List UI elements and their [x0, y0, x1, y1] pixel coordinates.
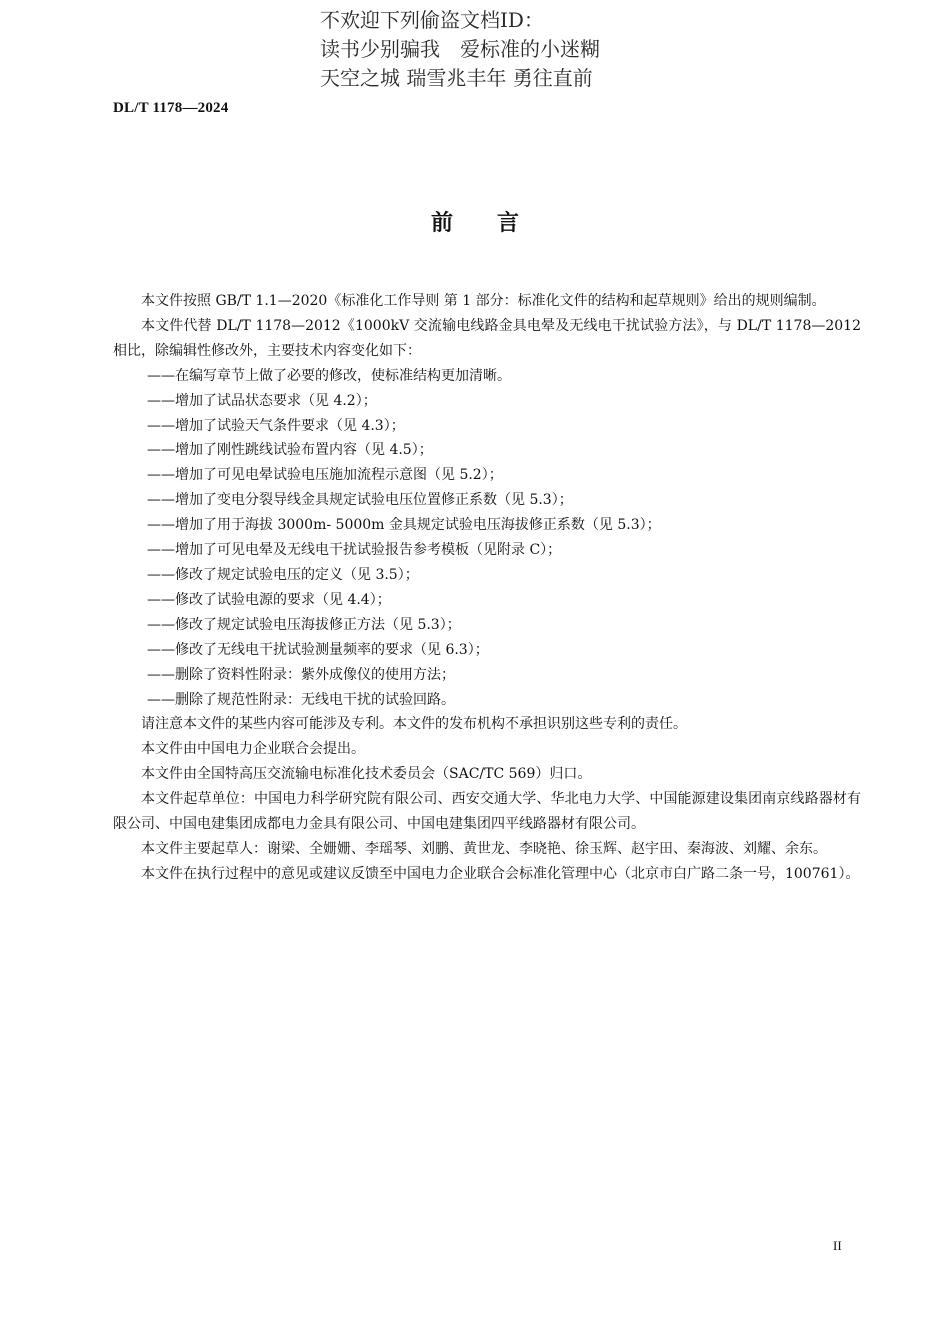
change-list-item: ——修改了规定试验电压海拔修正方法（见 5.3）； [147, 616, 461, 633]
paragraph-basis: 本文件按照 GB/T 1.1—2020《标准化工作导则 第 1 部分：标准化文件的结构和起草规则》给出的规则编制。 [141, 293, 826, 309]
change-list-item: ——修改了规定试验电压的定义（见 3.5）； [147, 566, 419, 583]
page-number: II [833, 1238, 842, 1253]
title-char-1: 前 [430, 211, 453, 236]
paragraph-drafting-units: 本文件起草单位：中国电力科学研究院有限公司、西安交通大学、华北电力大学、中国能源建设集团南京线路器材有限公司、中国电建集团成都电力金具有限公司、中国电建集团四平线路器材有限公司。 [113, 791, 861, 833]
document-code: DL/T 1178—2024 [113, 100, 229, 116]
paragraph-drafters: 本文件主要起草人：谢梁、全姗姗、李瑶琴、刘鹏、黄世龙、李晓艳、徐玉辉、赵宇田、秦海波、刘耀、余东。 [141, 840, 827, 857]
paragraph-administered-by: 本文件由全国特高压交流输电标准化技术委员会（SAC/TC 569）归口。 [141, 766, 592, 783]
change-list-item: ——增加了刚性跳线试验布置内容（见 4.5）； [147, 442, 433, 459]
paragraph-feedback: 本文件在执行过程中的意见或建议反馈至中国电力企业联合会标准化管理中心（北京市白广路二条一号，100761）。 [141, 865, 860, 882]
change-list-item: ——删除了资料性附录：紫外成像仪的使用方法； [147, 666, 455, 683]
watermark-line-2: 读书少别骗我 爱标准的小迷糊 [320, 37, 600, 61]
change-list-item: ——修改了无线电干扰试验测量频率的要求（见 6.3）； [147, 641, 489, 658]
paragraph-patent-notice: 请注意本文件的某些内容可能涉及专利。本文件的发布机构不承担识别这些专利的责任。 [141, 716, 687, 733]
watermark-line-1: 不欢迎下列偷盗文档ID： [320, 8, 544, 32]
change-list-item: ——删除了规范性附录：无线电干扰的试验回路。 [147, 691, 455, 708]
watermark-text [320, 6, 600, 93]
change-list-item: ——增加了可见电晕及无线电干扰试验报告参考模板（见附录 C）； [147, 542, 562, 559]
change-list-item: ——修改了试验电源的要求（见 4.4）； [147, 591, 391, 608]
change-list-item: ——在编写章节上做了必要的修改，使标准结构更加清晰。 [147, 367, 511, 384]
page-title [0, 206, 950, 237]
foreword-body [113, 289, 861, 887]
change-list-item: ——增加了用于海拔 3000m- 5000m 金具规定试验电压海拔修正系数（见 5.3）； [147, 517, 661, 534]
change-list-item: ——增加了可见电晕试验电压施加流程示意图（见 5.2）； [147, 467, 503, 484]
change-list-item: ——增加了变电分裂导线金具规定试验电压位置修正系数（见 5.3）； [147, 492, 573, 509]
paragraph-replaces: 本文件代替 DL/T 1178—2012《1000kV 交流输电线路金具电晕及无线电干扰试验方法》，与 DL/T 1178—2012 相比，除编辑性修改外，主要技术内容变化如下： [113, 317, 861, 359]
change-list-item: ——增加了试验天气条件要求（见 4.3）； [147, 417, 405, 434]
watermark-line-3: 天空之城 瑞雪兆丰年 勇往直前 [320, 66, 593, 90]
paragraph-proposed-by: 本文件由中国电力企业联合会提出。 [141, 741, 365, 758]
change-list-item: ——增加了试品状态要求（见 4.2）； [147, 392, 377, 409]
title-char-2: 言 [497, 211, 520, 236]
